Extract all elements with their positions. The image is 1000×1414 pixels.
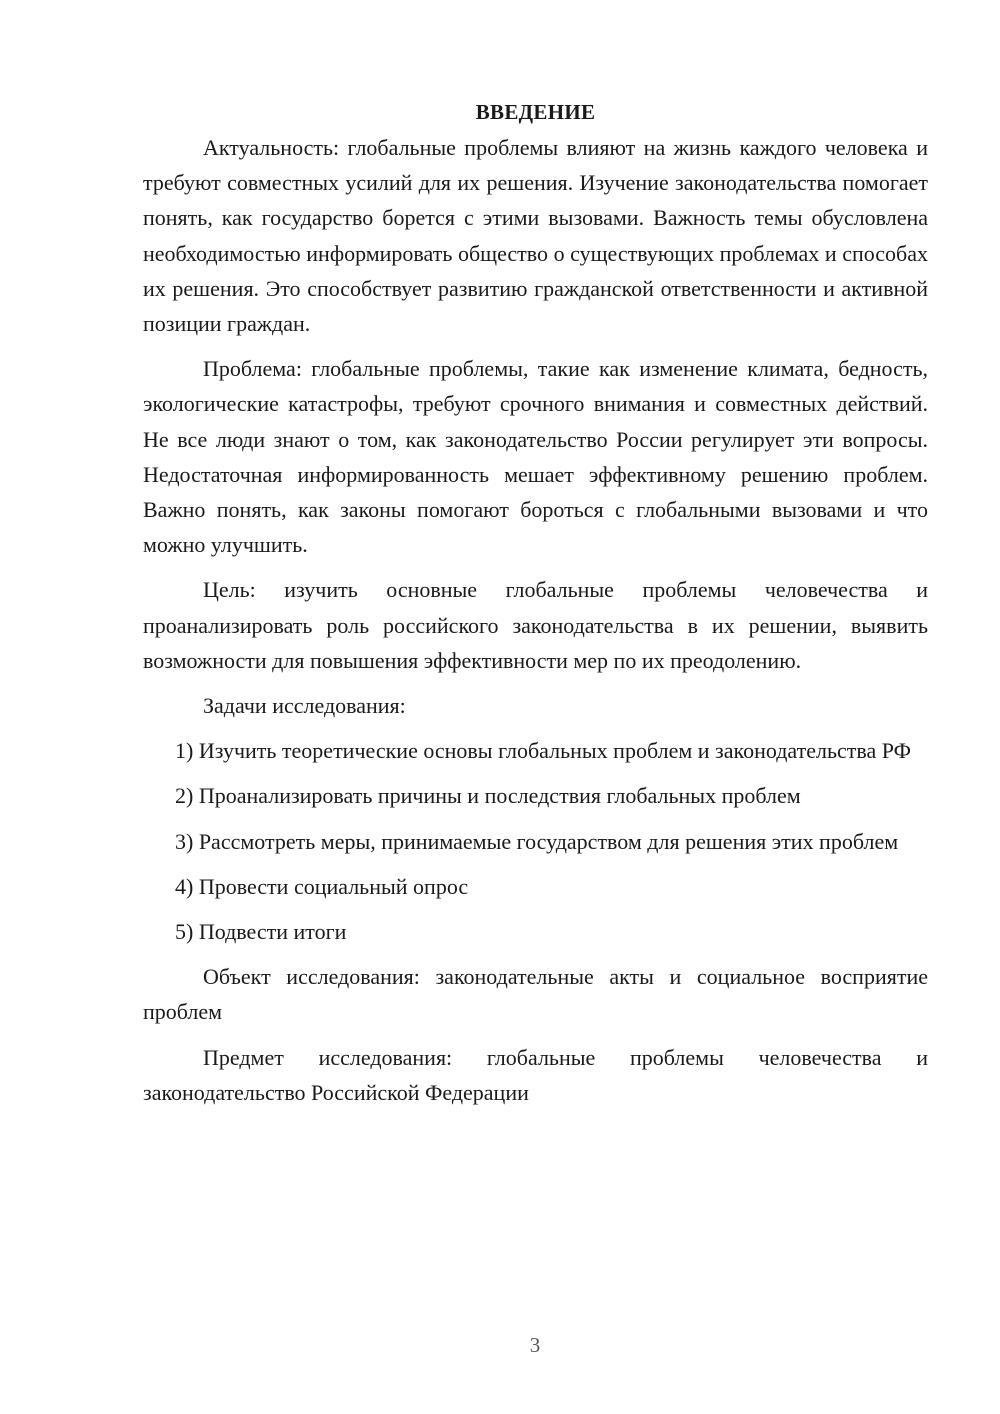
section-title: ВВЕДЕНИЕ	[475, 100, 596, 124]
task-item-2: 2) Проанализировать причины и последствия глобальных проблем	[175, 783, 801, 809]
relevance-paragraph: Актуальность: глобальные проблемы влияют на жизнь каждого человека и требуют совместных усилий для их решения. Изучение законодательства помогает понять, как государство борется с этими вызовами. Важность темы обусловлена необходимостью информировать общество о существующих проблемах и способах их решения. Это способствует развитию гражданской ответственности и активной позиции граждан.	[143, 135, 928, 337]
page-number: 3	[529, 1333, 541, 1357]
tasks-list	[143, 733, 928, 949]
object-paragraph: Объект исследования: законодательные акты и социальное восприятие проблем	[143, 964, 928, 1025]
task-item-3: 3) Рассмотреть меры, принимаемые государством для решения этих проблем	[175, 828, 899, 854]
problem-paragraph: Проблема: глобальные проблемы, такие как изменение климата, бедность, экологические катастрофы, требуют срочного внимания и совместных действий. Не все люди знают о том, как законодательство России регулирует эти вопросы. Недостаточная информированность мешает эффективному решению проблем. Важно понять, как законы помогают бороться с глобальными вызовами и что можно улучшить.	[143, 356, 928, 558]
task-item-1: 1) Изучить теоретические основы глобальных проблем и законодательства РФ	[175, 738, 911, 764]
task-item-5: 5) Подвести итоги	[175, 919, 347, 945]
tasks-heading: Задачи исследования:	[203, 693, 406, 719]
subject-paragraph: Предмет исследования: глобальные проблемы человечества и законодательство Российской Федерации	[143, 1044, 928, 1105]
task-item-4: 4) Провести социальный опрос	[175, 873, 469, 899]
document-page	[143, 95, 928, 1120]
goal-paragraph: Цель: изучить основные глобальные проблемы человечества и проанализировать роль российского законодательства в их решении, выявить возможности для повышения эффективности мер по их преодолению.	[143, 577, 928, 673]
